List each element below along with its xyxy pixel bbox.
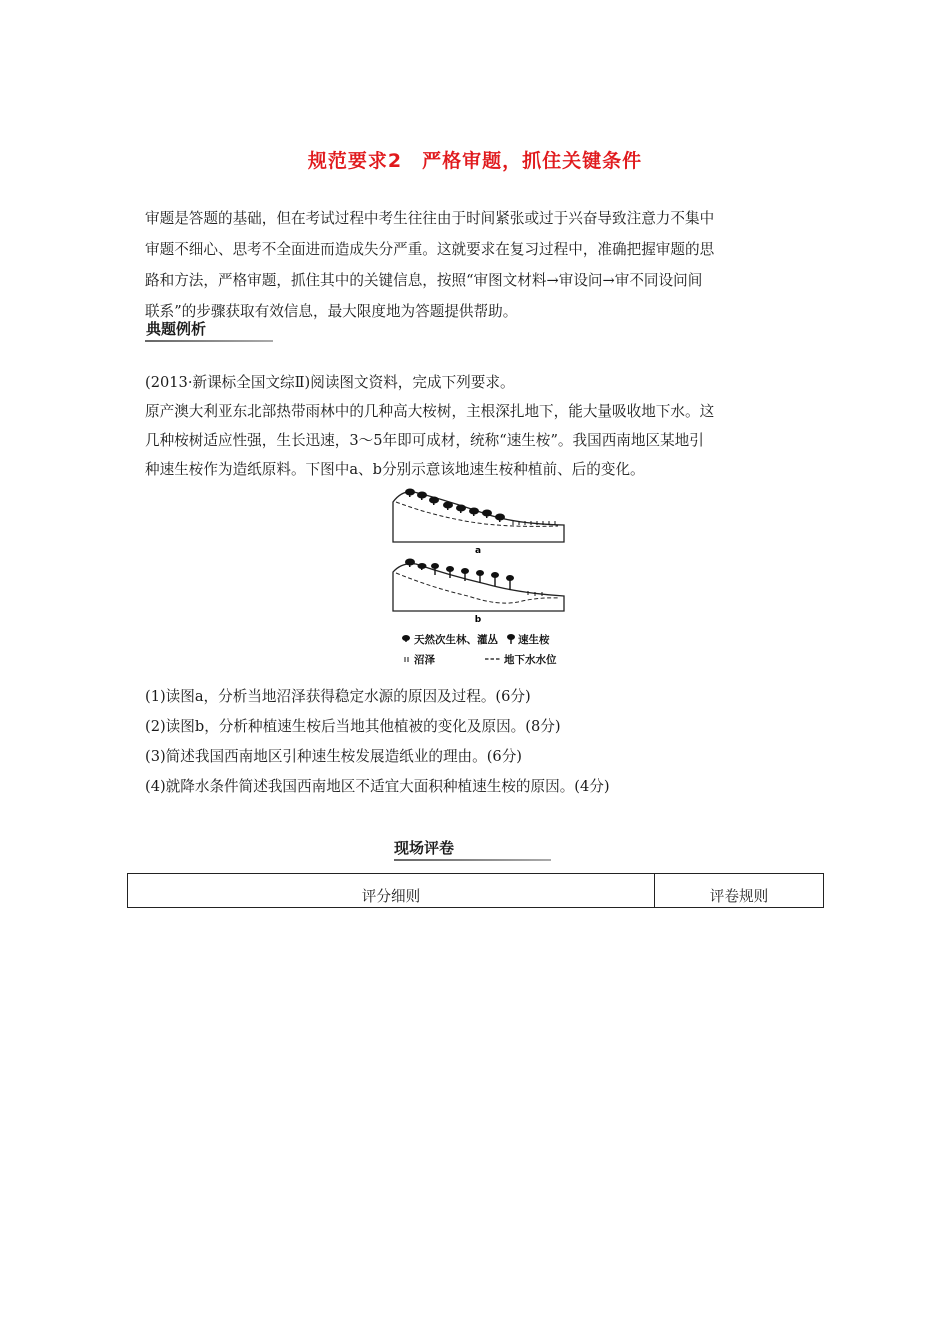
eucalyptus-figure: [388, 480, 578, 672]
legend-water-table-label: 地下水水位: [504, 654, 557, 666]
problem-line: 原产澳大利亚东北部热带雨林中的几种高大桉树，主根深扎地下，能大量吸收地下水。这: [145, 403, 715, 420]
eucalyptus-trees-b: [431, 563, 514, 590]
figure-legend: [402, 633, 557, 666]
problem-source-line: (2013·新课标全国文综Ⅱ)阅读图文资料，完成下列要求。: [145, 374, 515, 391]
table-header-grading-rules: 评卷规则: [655, 874, 824, 908]
problem-text: [145, 368, 810, 484]
question-item: (4)就降水条件简述我国西南地区不适宜大面积种植速生桉的原因。(4分): [145, 778, 610, 795]
forest-legend-icon: [402, 635, 410, 642]
problem-line: 几种桉树适应性强，生长迅速，3～5年即可成材，统称“速生桉”。我国西南地区某地引: [145, 432, 704, 449]
swamp-legend-icon: [405, 657, 408, 662]
page-title: 规范要求2 严格审题，抓住关键条件: [307, 150, 643, 172]
section-heading-grading: 现场评卷: [394, 839, 455, 857]
diagram-b: [393, 559, 564, 626]
intro-line: 联系”的步骤获取有效信息，最大限度地为答题提供帮助。: [145, 303, 518, 320]
grading-table: [127, 873, 824, 908]
question-item: (2)读图b，分析种植速生桉后当地其他植被的变化及原因。(8分): [145, 718, 561, 735]
problem-line: 种速生桉作为造纸原料。下图中a、b分别示意该地速生桉种植前、后的变化。: [145, 461, 645, 478]
eucalyptus-legend-icon: [507, 634, 515, 644]
intro-line: 审题是答题的基础，但在考试过程中考生往往由于时间紧张或过于兴奋导致注意力不集中: [145, 210, 715, 227]
question-item: (1)读图a，分析当地沼泽获得稳定水源的原因及过程。(6分): [145, 688, 531, 705]
forest-trees-a: [405, 489, 505, 523]
intro-paragraph: [145, 203, 810, 327]
intro-line: 审题不细心、思考不全面进而造成失分严重。这就要求在复习过程中，准确把握审题的思: [145, 241, 715, 258]
legend-forest-label: 天然次生林、灌丛: [414, 634, 498, 646]
legend-swamp-label: 沼泽: [414, 654, 435, 666]
intro-line: 路和方法，严格审题，抓住其中的关键信息，按照“审图文材料→审设问→审不同设问间: [145, 272, 703, 289]
table-header-scoring-details: 评分细则: [128, 874, 655, 908]
label-b: b: [474, 615, 482, 625]
table-header-row: [128, 874, 824, 908]
section-heading-examples: 典题例析: [146, 320, 207, 338]
diagram-a: [393, 489, 564, 557]
question-list: [145, 682, 610, 802]
figure-diagram: [388, 480, 578, 672]
label-a: a: [474, 546, 482, 556]
question-item: (3)简述我国西南地区引种速生桉发展造纸业的理由。(6分): [145, 748, 523, 765]
section-rule: [394, 859, 551, 861]
section-rule: [145, 340, 273, 342]
legend-eucalyptus-label: 速生桉: [518, 634, 550, 646]
